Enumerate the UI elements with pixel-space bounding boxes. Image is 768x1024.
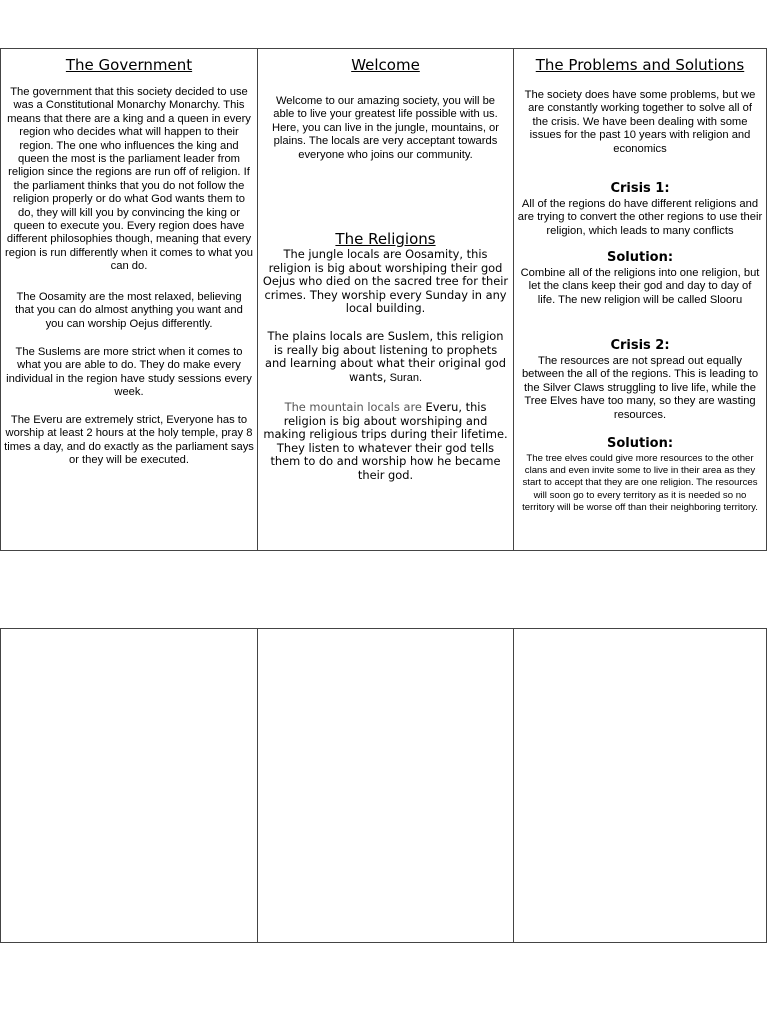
crisis-1-title: Crisis 1: <box>610 181 670 196</box>
religions-heading: The Religions <box>335 230 436 248</box>
empty-panel-left <box>1 629 257 942</box>
problems-panel <box>513 49 766 550</box>
government-paragraph-4: The Everu are extremely strict, Everyone has to worship at least 2 hours at the holy temple, pray 8 times a day, and do exactly as the parliament says or they will be executed. <box>4 414 254 467</box>
government-paragraph-3: The Suslems are more strict when it comes to what you are able to do. They do make every individual in the region have study sessions every week. <box>6 346 252 399</box>
government-paragraph-1: The government that this society decided to use was a Constitutional Monarchy Monarchy. This means that there are a king and a queen in every region who decides what will happen to their region. The one who influences the king and queen the most is the parliament leader from religion since the regions are run off of religion. If the parliament thinks that you do not follow the religion properly or do what God wants them to do, they will kill you by convincing the king or queen to execute you. Every region does have different philosophies though, meaning that every region is run differently when it comes to what you can do. <box>5 86 253 273</box>
empty-panel-right <box>513 629 766 942</box>
brochure-inside-row <box>0 628 767 943</box>
government-panel <box>1 49 257 550</box>
solution-1-title: Solution: <box>606 250 674 265</box>
government-heading: The Government <box>65 56 193 74</box>
religion-everu-intro: The mountain locals are <box>284 400 426 414</box>
religion-everu-text <box>258 401 513 483</box>
solution-1-text: Combine all of the religions into one religion, but let the clans keep their god and day to day of life. The new religion will be called Slooru <box>520 267 760 306</box>
religion-everu-main: Everu, this religion is big about worshiping and making religious trips during their lifetime. They listen to whatever their god tells them to do and worship how he became their god. <box>263 400 508 482</box>
welcome-heading: Welcome <box>351 56 420 74</box>
religion-oosamity-text: The jungle locals are Oosamity, this religion is big about worshiping their god Oejus who died on the sacred tree for their crimes. They worship every Sunday in any local building. <box>262 247 509 316</box>
problems-heading: The Problems and Solutions <box>535 56 745 74</box>
welcome-panel <box>257 49 513 550</box>
government-paragraph-2: The Oosamity are the most relaxed, believing that you can do almost anything you want and you can worship Oejus differently. <box>15 291 243 330</box>
crisis-2-text: The resources are not spread out equally between the all of the regions. This is leading to the Silver Claws struggling to live life, while the Tree Elves have too many, so they are wasting resources. <box>521 355 759 421</box>
empty-panel-middle <box>257 629 513 942</box>
welcome-text: Welcome to our amazing society, you will be able to live your greatest life possible with us. Here, you can live in the jungle, mountains, or plains. The locals are very acceptant towards everyone who joins our community. <box>272 95 499 161</box>
problems-intro: The society does have some problems, but we are constantly working together to solve all of the crisis. We have been dealing with some issues for the past 10 years with religion and economics <box>524 89 756 155</box>
solution-2-text: The tree elves could give more resources to the other clans and even invite some to live in their area as they start to accept that they are one religion. The resources will soon go to every territory as it is needed so no territory will be worse off than their neighboring territory. <box>522 453 758 513</box>
crisis-2-title: Crisis 2: <box>610 338 670 353</box>
religion-suslem-god: Suran. <box>386 371 422 384</box>
religion-suslem-main: The plains locals are Suslem, this religion is really big about listening to prophets and learning about what their original god wants, <box>264 329 507 384</box>
brochure-outside-row <box>0 48 767 551</box>
religion-suslem-text <box>258 330 513 385</box>
solution-2-title: Solution: <box>606 436 674 451</box>
crisis-1-text: All of the regions do have different religions and are trying to convert the other regions to use their religion, which leads to many conflicts <box>517 198 763 237</box>
